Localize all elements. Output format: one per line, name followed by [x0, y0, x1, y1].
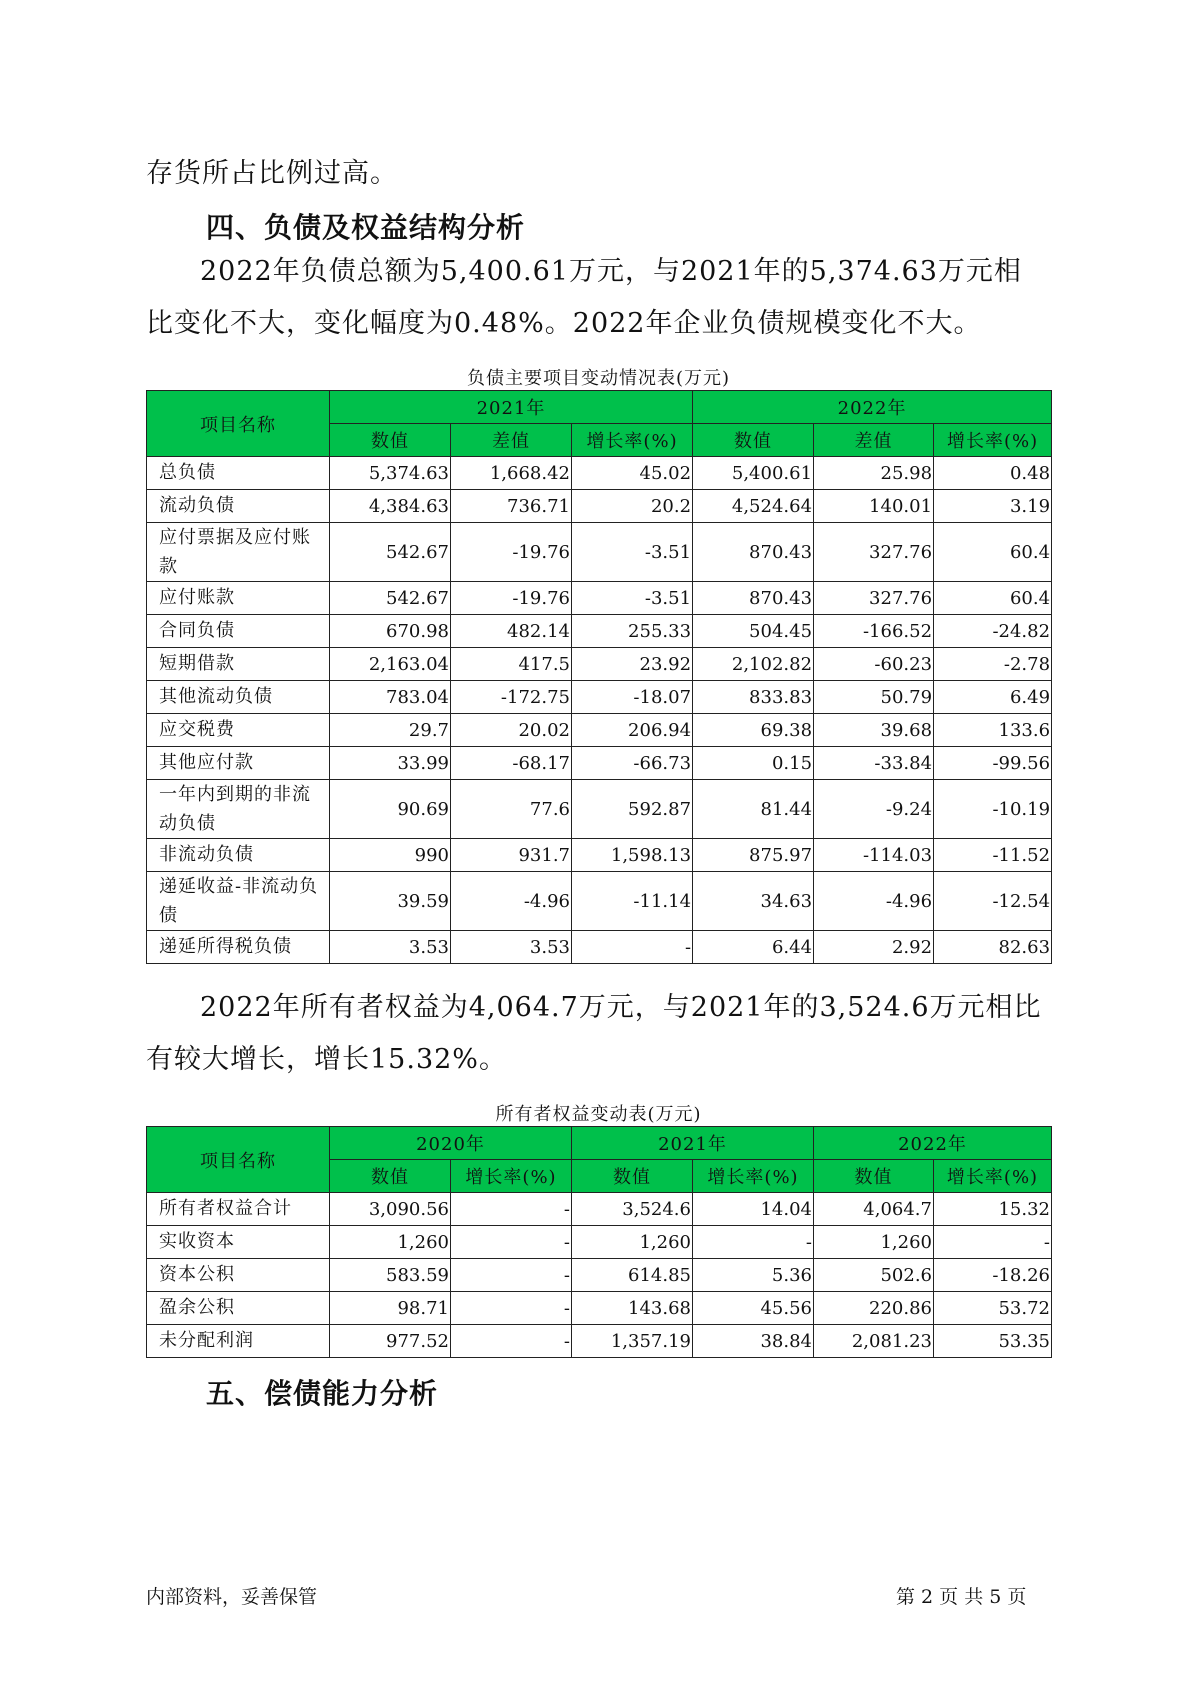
row-value-cell: 4,524.64	[693, 490, 814, 523]
row-value-cell: 592.87	[572, 780, 693, 839]
row-value-cell: -	[451, 1226, 572, 1259]
row-value-cell: 45.56	[693, 1292, 814, 1325]
row-value-cell: 327.76	[814, 582, 934, 615]
table-row	[147, 681, 1052, 714]
section4-heading: 四、负债及权益结构分析	[206, 211, 526, 244]
row-value-cell: 542.67	[330, 582, 451, 615]
equity-paragraph: 2022年所有者权益为4,064.7万元，与2021年的3,524.6万元相比有较大增长，增长15.32%。	[146, 992, 1042, 1075]
row-item-name: 短期借款	[147, 648, 330, 681]
row-value-cell: 833.83	[693, 681, 814, 714]
sub-header: 差值	[451, 424, 572, 457]
row-value-cell: 6.44	[693, 931, 814, 964]
sub-header: 增长率(%)	[693, 1160, 814, 1193]
row-value-cell: 53.72	[934, 1292, 1052, 1325]
row-value-cell: -68.17	[451, 747, 572, 780]
row-value-cell: 3.53	[330, 931, 451, 964]
year-header-2021: 2021年	[330, 391, 693, 424]
row-value-cell: -	[934, 1226, 1052, 1259]
table-row	[147, 582, 1052, 615]
row-value-cell: -172.75	[451, 681, 572, 714]
row-value-cell: 143.68	[572, 1292, 693, 1325]
year-header-2022: 2022年	[693, 391, 1052, 424]
row-value-cell: 81.44	[693, 780, 814, 839]
row-value-cell: -9.24	[814, 780, 934, 839]
sub-header: 增长率(%)	[572, 424, 693, 457]
row-value-cell: -3.51	[572, 523, 693, 582]
row-item-name: 所有者权益合计	[147, 1193, 330, 1226]
row-value-cell: -12.54	[934, 872, 1052, 931]
row-value-cell: 977.52	[330, 1325, 451, 1358]
row-value-cell: -11.52	[934, 839, 1052, 872]
row-value-cell: 870.43	[693, 582, 814, 615]
row-value-cell: -	[693, 1226, 814, 1259]
row-value-cell: 870.43	[693, 523, 814, 582]
row-value-cell: 542.67	[330, 523, 451, 582]
row-value-cell: 33.99	[330, 747, 451, 780]
row-value-cell: 931.7	[451, 839, 572, 872]
row-value-cell: 2,163.04	[330, 648, 451, 681]
row-item-name: 实收资本	[147, 1226, 330, 1259]
row-value-cell: 0.15	[693, 747, 814, 780]
sub-header: 数值	[330, 1160, 451, 1193]
sub-header: 数值	[693, 424, 814, 457]
row-value-cell: 2.92	[814, 931, 934, 964]
row-value-cell: 5,374.63	[330, 457, 451, 490]
row-item-name: 盈余公积	[147, 1292, 330, 1325]
row-value-cell: 736.71	[451, 490, 572, 523]
row-value-cell: 133.6	[934, 714, 1052, 747]
col-header-item-name: 项目名称	[147, 391, 330, 457]
table-row	[147, 615, 1052, 648]
row-value-cell: -2.78	[934, 648, 1052, 681]
row-value-cell: -19.76	[451, 582, 572, 615]
row-value-cell: 1,260	[814, 1226, 934, 1259]
row-value-cell: 60.4	[934, 582, 1052, 615]
row-value-cell: -3.51	[572, 582, 693, 615]
table-row	[147, 457, 1052, 490]
row-value-cell: -60.23	[814, 648, 934, 681]
row-value-cell: 98.71	[330, 1292, 451, 1325]
row-value-cell: 25.98	[814, 457, 934, 490]
row-value-cell: -166.52	[814, 615, 934, 648]
row-value-cell: 77.6	[451, 780, 572, 839]
row-item-name: 一年内到期的非流动负债	[147, 780, 330, 839]
sub-header: 增长率(%)	[934, 424, 1052, 457]
row-value-cell: -4.96	[451, 872, 572, 931]
table-row	[147, 490, 1052, 523]
row-value-cell: 34.63	[693, 872, 814, 931]
table-row	[147, 523, 1052, 582]
table-row	[147, 872, 1052, 931]
sub-header: 差值	[814, 424, 934, 457]
table-row	[147, 839, 1052, 872]
table-row	[147, 1259, 1052, 1292]
year-header-2021: 2021年	[572, 1127, 814, 1160]
row-value-cell: -	[451, 1259, 572, 1292]
row-value-cell: 3.53	[451, 931, 572, 964]
row-item-name: 递延收益-非流动负债	[147, 872, 330, 931]
row-value-cell: 482.14	[451, 615, 572, 648]
row-value-cell: 4,064.7	[814, 1193, 934, 1226]
row-value-cell: 1,357.19	[572, 1325, 693, 1358]
row-value-cell: 875.97	[693, 839, 814, 872]
year-header-2022: 2022年	[814, 1127, 1052, 1160]
sub-header: 增长率(%)	[934, 1160, 1052, 1193]
row-value-cell: -	[451, 1193, 572, 1226]
intro-tail-text: 存货所占比例过高。	[146, 158, 398, 189]
row-value-cell: 670.98	[330, 615, 451, 648]
equity-table	[146, 1126, 1052, 1358]
row-value-cell: 39.59	[330, 872, 451, 931]
row-value-cell: -18.07	[572, 681, 693, 714]
liabilities-table	[146, 390, 1052, 964]
row-item-name: 应交税费	[147, 714, 330, 747]
row-value-cell: -19.76	[451, 523, 572, 582]
row-value-cell: 5.36	[693, 1259, 814, 1292]
row-value-cell: 38.84	[693, 1325, 814, 1358]
year-header-2020: 2020年	[330, 1127, 572, 1160]
sub-header: 数值	[572, 1160, 693, 1193]
sub-header: 增长率(%)	[451, 1160, 572, 1193]
row-value-cell: 2,102.82	[693, 648, 814, 681]
table-row	[147, 780, 1052, 839]
row-item-name: 应付账款	[147, 582, 330, 615]
row-value-cell: 23.92	[572, 648, 693, 681]
row-item-name: 应付票据及应付账款	[147, 523, 330, 582]
row-value-cell: 20.2	[572, 490, 693, 523]
row-value-cell: 14.04	[693, 1193, 814, 1226]
row-value-cell: -10.19	[934, 780, 1052, 839]
row-value-cell: -4.96	[814, 872, 934, 931]
row-value-cell: 1,260	[330, 1226, 451, 1259]
section5-heading: 五、偿债能力分析	[206, 1377, 439, 1410]
row-value-cell: 60.4	[934, 523, 1052, 582]
row-value-cell: 29.7	[330, 714, 451, 747]
sub-header: 数值	[330, 424, 451, 457]
table-row	[147, 747, 1052, 780]
row-value-cell: -	[451, 1292, 572, 1325]
row-value-cell: 0.48	[934, 457, 1052, 490]
table-row	[147, 714, 1052, 747]
row-value-cell: 140.01	[814, 490, 934, 523]
row-item-name: 其他流动负债	[147, 681, 330, 714]
footer-confidential-note: 内部资料，妥善保管	[146, 1586, 318, 1608]
row-value-cell: -99.56	[934, 747, 1052, 780]
row-item-name: 非流动负债	[147, 839, 330, 872]
row-item-name: 未分配利润	[147, 1325, 330, 1358]
row-item-name: 总负债	[147, 457, 330, 490]
row-value-cell: 39.68	[814, 714, 934, 747]
row-value-cell: 69.38	[693, 714, 814, 747]
row-value-cell: 1,598.13	[572, 839, 693, 872]
row-value-cell: 50.79	[814, 681, 934, 714]
row-value-cell: -114.03	[814, 839, 934, 872]
row-value-cell: -11.14	[572, 872, 693, 931]
equity-table-caption: 所有者权益变动表(万元)	[495, 1104, 702, 1125]
row-value-cell: 1,260	[572, 1226, 693, 1259]
row-value-cell: 220.86	[814, 1292, 934, 1325]
row-value-cell: 45.02	[572, 457, 693, 490]
row-value-cell: -	[451, 1325, 572, 1358]
table-row	[147, 1193, 1052, 1226]
row-value-cell: -24.82	[934, 615, 1052, 648]
row-value-cell: 2,081.23	[814, 1325, 934, 1358]
row-value-cell: -33.84	[814, 747, 934, 780]
table-row	[147, 1325, 1052, 1358]
table-row	[147, 1226, 1052, 1259]
table-row	[147, 1292, 1052, 1325]
row-value-cell: 614.85	[572, 1259, 693, 1292]
row-value-cell: 82.63	[934, 931, 1052, 964]
row-value-cell: -18.26	[934, 1259, 1052, 1292]
row-value-cell: 502.6	[814, 1259, 934, 1292]
row-value-cell: 3,090.56	[330, 1193, 451, 1226]
row-value-cell: 20.02	[451, 714, 572, 747]
col-header-item-name: 项目名称	[147, 1127, 330, 1193]
row-value-cell: 417.5	[451, 648, 572, 681]
row-value-cell: -66.73	[572, 747, 693, 780]
sub-header: 数值	[814, 1160, 934, 1193]
row-value-cell: 583.59	[330, 1259, 451, 1292]
row-value-cell: 5,400.61	[693, 457, 814, 490]
row-value-cell: 255.33	[572, 615, 693, 648]
row-item-name: 其他应付款	[147, 747, 330, 780]
row-value-cell: 3,524.6	[572, 1193, 693, 1226]
row-value-cell: 327.76	[814, 523, 934, 582]
row-value-cell: 53.35	[934, 1325, 1052, 1358]
row-item-name: 合同负债	[147, 615, 330, 648]
row-value-cell: 1,668.42	[451, 457, 572, 490]
row-item-name: 资本公积	[147, 1259, 330, 1292]
footer-page-number: 第 2 页 共 5 页	[896, 1586, 1027, 1608]
row-value-cell: 3.19	[934, 490, 1052, 523]
liabilities-table-caption: 负债主要项目变动情况表(万元)	[466, 368, 731, 389]
row-value-cell: 990	[330, 839, 451, 872]
row-value-cell: 6.49	[934, 681, 1052, 714]
table-row	[147, 648, 1052, 681]
row-value-cell: 90.69	[330, 780, 451, 839]
row-value-cell: 504.45	[693, 615, 814, 648]
row-value-cell: -	[572, 931, 693, 964]
row-item-name: 递延所得税负债	[147, 931, 330, 964]
row-value-cell: 206.94	[572, 714, 693, 747]
row-value-cell: 783.04	[330, 681, 451, 714]
table-row	[147, 931, 1052, 964]
row-item-name: 流动负债	[147, 490, 330, 523]
liabilities-paragraph: 2022年负债总额为5,400.61万元，与2021年的5,374.63万元相比变化不大，变化幅度为0.48%。2022年企业负债规模变化不大。	[146, 256, 1022, 339]
row-value-cell: 15.32	[934, 1193, 1052, 1226]
row-value-cell: 4,384.63	[330, 490, 451, 523]
